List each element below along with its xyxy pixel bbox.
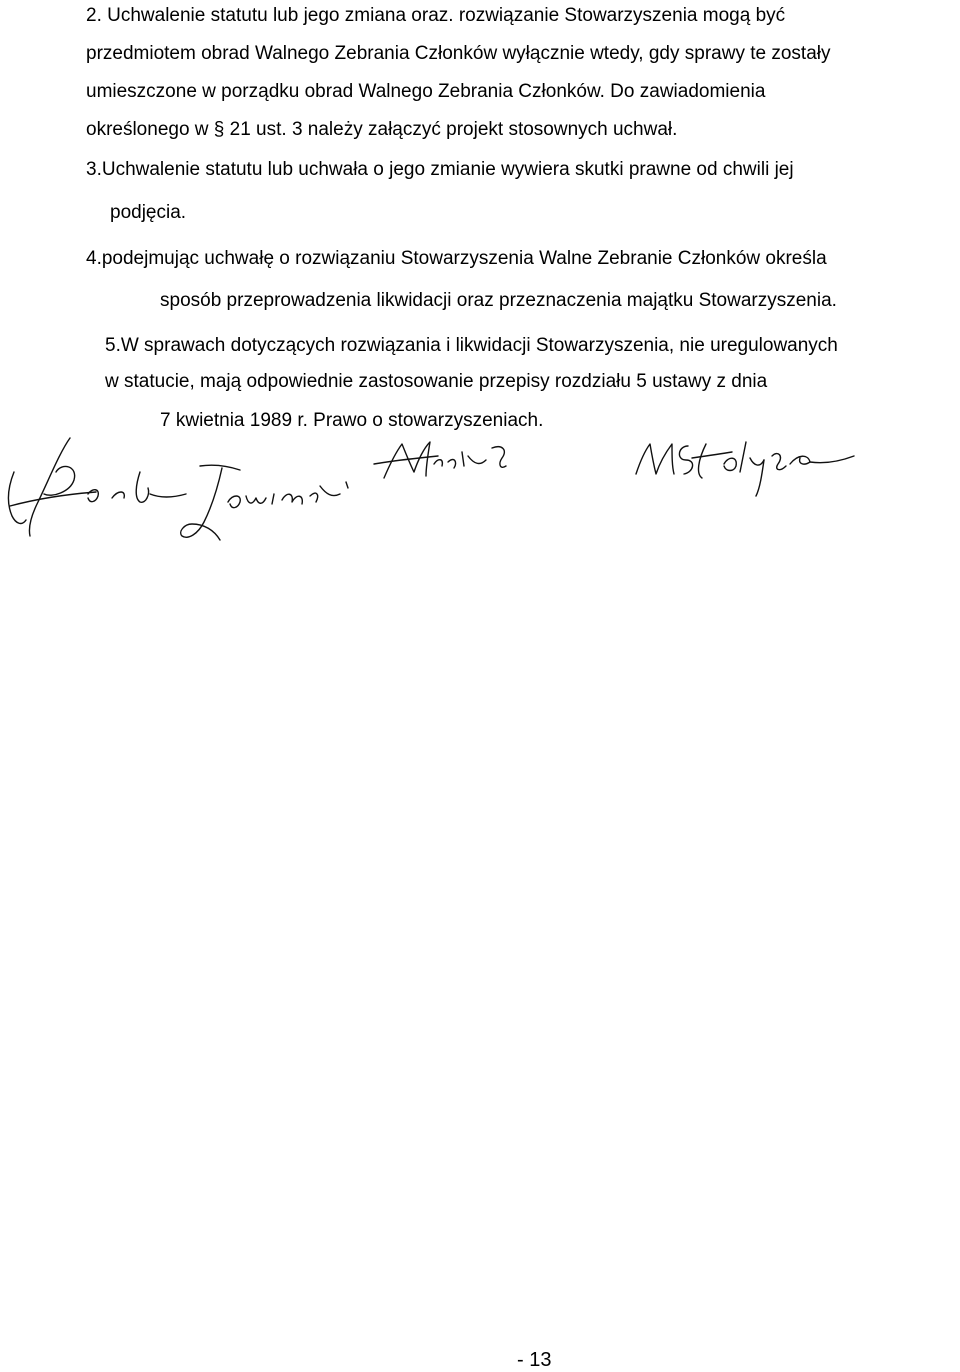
- paragraph-4-line-2: sposób przeprowadzenia likwidacji oraz przeznaczenia majątku Stowarzyszenia.: [160, 290, 837, 311]
- paragraph-5-line-3: 7 kwietnia 1989 r. Prawo o stowarzyszeniach.: [160, 410, 544, 431]
- signature-3-icon: [368, 434, 518, 494]
- paragraph-3-line-1: 3.Uchwalenie statutu lub uchwała o jego zmianie wywiera skutki prawne od chwili jej: [86, 159, 794, 180]
- page-number: - 13: [517, 1349, 552, 1371]
- paragraph-3-line-2: podjęcia.: [110, 202, 187, 223]
- paragraph-2-line-1: 2. Uchwalenie statutu lub jego zmiana oraz. rozwiązanie Stowarzyszenia mogą być: [86, 5, 786, 26]
- paragraph-5-line-2: w statucie, mają odpowiednie zastosowanie przepisy rozdziału 5 ustawy z dnia: [105, 371, 768, 392]
- paragraph-2-line-3: umieszczone w porządku obrad Walnego Zebrania Członków. Do zawiadomienia: [86, 81, 766, 102]
- paragraph-2-line-4: określonego w § 21 ust. 3 należy załączyć projekt stosownych uchwał.: [86, 119, 678, 140]
- paragraph-4-line-1: 4.podejmując uchwałę o rozwiązaniu Stowarzyszenia Walne Zebranie Członków określa: [86, 248, 827, 269]
- signature-4-icon: [628, 434, 868, 504]
- paragraph-2-line-2: przedmiotem obrad Walnego Zebrania Członków wyłącznie wtedy, gdy sprawy te zostały: [86, 43, 831, 64]
- paragraph-5-line-1: 5.W sprawach dotyczących rozwiązania i likwidacji Stowarzyszenia, nie uregulowanych: [105, 335, 838, 356]
- signature-2-icon: [170, 460, 360, 545]
